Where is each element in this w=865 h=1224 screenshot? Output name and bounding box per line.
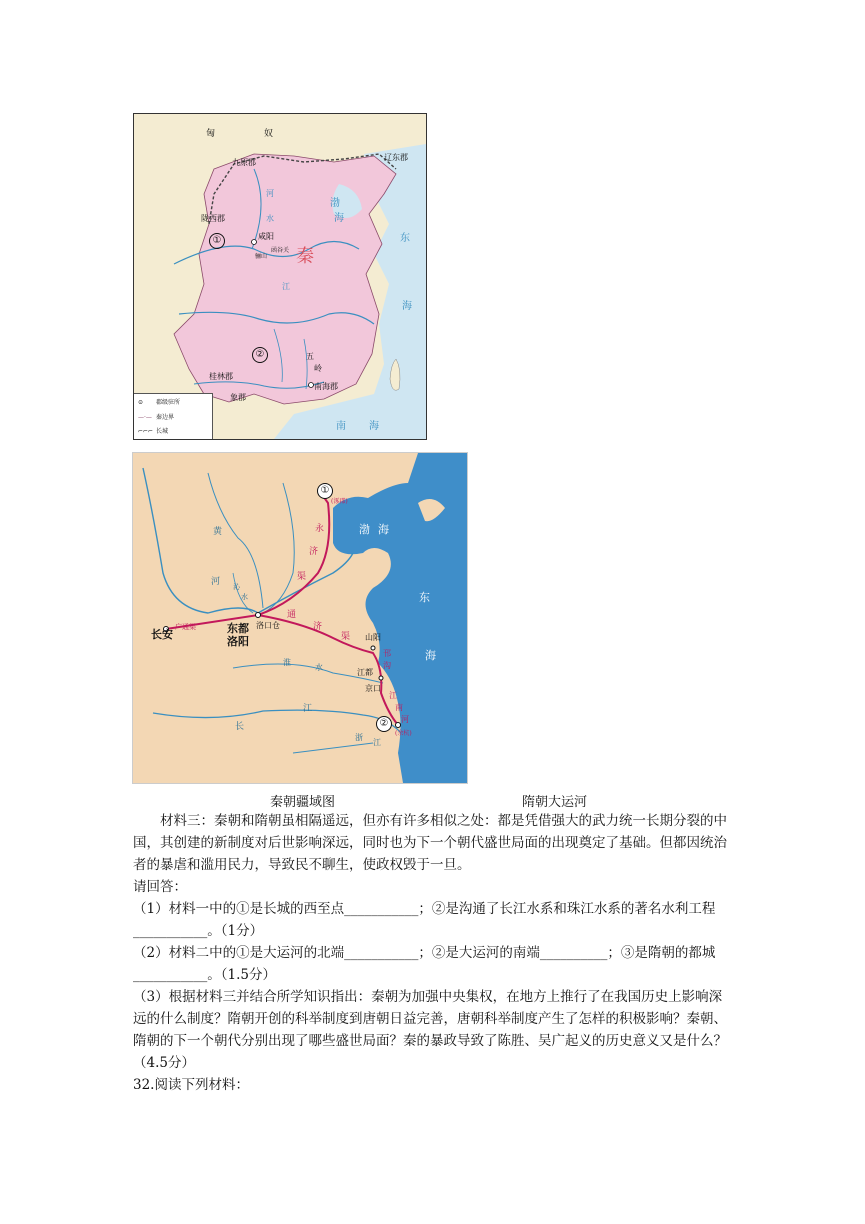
label-bohai-2: 海 bbox=[378, 523, 389, 536]
label-hangou-2: 沟 bbox=[383, 661, 391, 670]
question-1: （1）材料一中的①是长城的西至点___________；②是沟通了长江水系和珠江水系的著名水利工程___________。（1分） bbox=[133, 901, 716, 939]
label-river-shui: 水 bbox=[266, 214, 274, 223]
label-zhe-jiang: 江 bbox=[373, 738, 381, 747]
label-hangou-1: 邗 bbox=[383, 649, 391, 658]
label-xiang: 象郡 bbox=[230, 393, 246, 402]
marker-circle-1: ① bbox=[209, 233, 225, 249]
label-jiangdu: 江都 bbox=[357, 668, 373, 677]
label-longxi: 陇西郡 bbox=[201, 214, 225, 223]
label-jiangnan-3: 河 bbox=[401, 715, 409, 724]
label-qin-shui: 水 bbox=[241, 593, 248, 601]
label-nanhai-2: 海 bbox=[369, 421, 379, 432]
label-hangu: 函谷关 bbox=[271, 247, 290, 254]
label-donghai-2: 海 bbox=[402, 301, 412, 312]
label-jiuyuan: 九原郡 bbox=[232, 158, 256, 167]
label-guilin: 桂林郡 bbox=[209, 372, 233, 381]
label-tongji-2: 济 bbox=[313, 622, 323, 632]
label-river-he: 河 bbox=[266, 189, 274, 198]
label-wuling-1: 五 bbox=[306, 352, 314, 361]
label-xiongnu-2: 奴 bbox=[264, 129, 274, 139]
label-bohai-1: 渤 bbox=[359, 523, 370, 536]
label-yuhang: (余杭) bbox=[395, 730, 412, 737]
label-luoyang: 洛阳 bbox=[227, 635, 249, 648]
label-donghai-2: 海 bbox=[425, 649, 436, 662]
label-chang: 长 bbox=[235, 722, 245, 732]
label-nanhai-1: 南 bbox=[336, 421, 346, 432]
label-tongji-1: 通 bbox=[287, 610, 297, 620]
label-he: 河 bbox=[211, 577, 221, 587]
label-lishan: 骊山 bbox=[255, 253, 268, 260]
label-yongji-1: 永 bbox=[315, 524, 325, 534]
marker-circle-2: ② bbox=[376, 716, 392, 732]
label-qin-river: 沁 bbox=[233, 583, 240, 591]
label-zhuojun: (涿郡) bbox=[331, 498, 348, 505]
marker-circle-1: ① bbox=[317, 483, 333, 499]
label-jiangnan-1: 江 bbox=[389, 691, 397, 700]
label-jiangnan-2: 南 bbox=[395, 703, 403, 712]
label-zhe: 浙 bbox=[355, 733, 363, 742]
label-luokoucang: 洛口仓 bbox=[256, 621, 280, 630]
material-3: 材料三：秦朝和隋朝虽相隔遥远，但亦有许多相似之处：都是凭借强大的武力统一长期分裂的中国，其创建的新制度对后世影响深远，同时也为下一个朝代盛世局面的出现奠定了基础。但都因统治者的暴虐和滥用民力，导致民不聊生，使政权毁于一旦。 bbox=[133, 813, 727, 873]
question-block bbox=[133, 810, 733, 1096]
label-jiang: 江 bbox=[303, 704, 313, 714]
prompt-line: 请回答： bbox=[133, 879, 187, 895]
label-wuling-2: 岭 bbox=[314, 364, 322, 373]
question-3: （3）根据材料三并结合所学知识指出：秦朝为加强中央集权，在地方上推行了在我国历史上影响深远的什么制度？隋朝开创的科举制度到唐朝日益完善，唐朝科举制度产生了怎样的积极影响？秦朝、隋朝的下一个朝代分别出现了哪些盛世局面？秦的暴政导致了陈胜、吴广起义的历史意义又是什么？（4.5分） bbox=[133, 989, 727, 1071]
qin-territory-map bbox=[133, 113, 427, 440]
label-donghai-1: 东 bbox=[419, 591, 430, 604]
label-huang: 黄 bbox=[213, 527, 223, 537]
label-dongdu: 东都 bbox=[227, 622, 249, 635]
caption-qin-map: 秦朝疆域图 bbox=[270, 795, 336, 810]
label-xianyang: 咸阳 bbox=[258, 232, 274, 241]
question-32-heading: 32.阅读下列材料： bbox=[133, 1077, 249, 1093]
label-shanyang: 山阳 bbox=[365, 633, 381, 642]
label-bohai-1: 渤 bbox=[330, 198, 340, 209]
legend-capital: ⊙ 郡级驻所 bbox=[138, 399, 181, 406]
label-yongji-2: 济 bbox=[309, 547, 319, 557]
label-xiongnu-1: 匈 bbox=[206, 129, 216, 139]
question-2: （2）材料二中的①是大运河的北端___________；②是大运河的南端__________；③是隋朝的都城___________。（1.5分） bbox=[133, 945, 716, 983]
map-legend bbox=[134, 393, 213, 439]
label-qin: 秦 bbox=[296, 246, 314, 267]
sui-grand-canal-map bbox=[132, 452, 468, 784]
label-guangtongqu: 广通渠 bbox=[175, 623, 196, 631]
label-bohai-2: 海 bbox=[334, 213, 344, 224]
qin-map-graphic bbox=[134, 114, 426, 439]
legend-border: —·— 秦边界 bbox=[138, 414, 175, 421]
legend-wall: ⌐⌐⌐ 长城 bbox=[138, 428, 169, 435]
label-yongji-3: 渠 bbox=[297, 572, 307, 582]
label-changan: 长安 bbox=[151, 628, 173, 641]
label-huai: 淮 bbox=[283, 658, 291, 667]
label-nanhai-jun: 南海郡 bbox=[314, 382, 338, 391]
label-river-jiang: 江 bbox=[282, 282, 290, 291]
label-tongji-3: 渠 bbox=[341, 632, 351, 642]
canal-map-graphic bbox=[133, 453, 467, 783]
label-donghai-1: 东 bbox=[400, 233, 410, 244]
label-huai-shui: 水 bbox=[315, 663, 323, 672]
caption-sui-map: 隋朝大运河 bbox=[522, 795, 588, 810]
label-liaodong: 辽东郡 bbox=[384, 153, 408, 162]
marker-circle-2: ② bbox=[252, 347, 268, 363]
label-jingkou: 京口 bbox=[365, 684, 381, 693]
